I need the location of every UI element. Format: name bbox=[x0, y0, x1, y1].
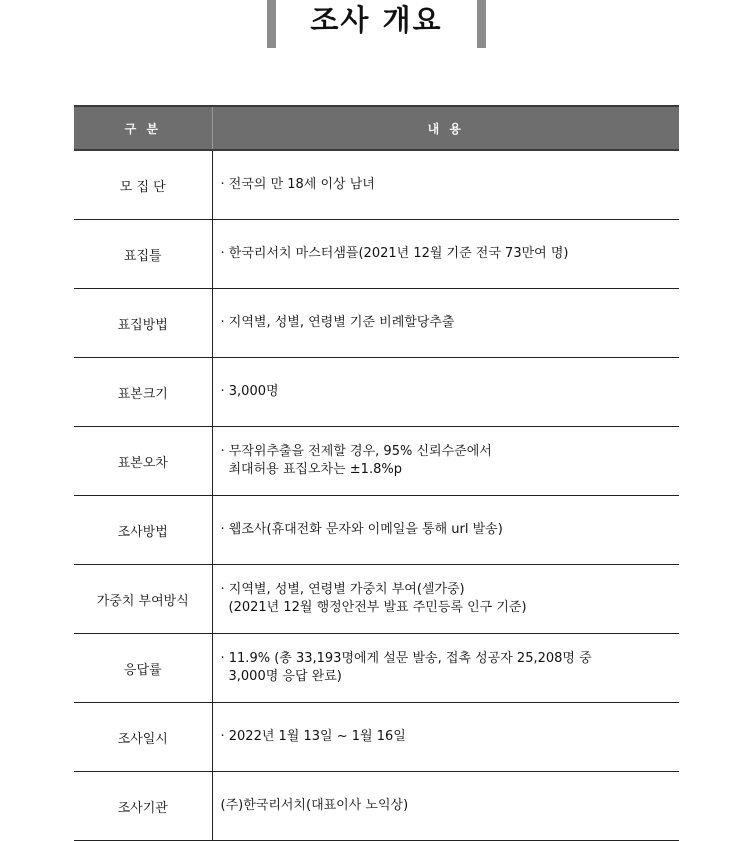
row-label: 조사방법 bbox=[74, 496, 212, 565]
page-title: 조사 개요 bbox=[310, 3, 443, 37]
table-row bbox=[74, 772, 679, 841]
row-content bbox=[212, 634, 679, 703]
title-right-bar bbox=[477, 0, 486, 48]
table-row bbox=[74, 565, 679, 634]
table-row bbox=[74, 427, 679, 496]
survey-summary-table bbox=[74, 105, 679, 841]
row-label: 조사기관 bbox=[74, 772, 212, 841]
row-label: 표본크기 bbox=[74, 358, 212, 427]
row-label: 조사일시 bbox=[74, 703, 212, 772]
row-label: 가중치 부여방식 bbox=[74, 565, 212, 634]
row-content bbox=[212, 358, 679, 427]
table-row bbox=[74, 496, 679, 565]
table-header-row bbox=[74, 106, 679, 150]
table-row bbox=[74, 150, 679, 220]
table-row bbox=[74, 358, 679, 427]
row-content-line: · 전국의 만 18세 이상 남녀 bbox=[220, 177, 375, 192]
row-content-line: 최대허용 표집오차는 ±1.8%p bbox=[228, 462, 402, 477]
table-row bbox=[74, 289, 679, 358]
row-content-line: · 무작위추출을 전제할 경우, 95% 신뢰수준에서 bbox=[220, 444, 492, 459]
row-label: 표집틀 bbox=[74, 220, 212, 289]
row-content bbox=[212, 427, 679, 496]
row-label: 표집방법 bbox=[74, 289, 212, 358]
row-content-line: · 한국리서치 마스터샘플(2021년 12월 기준 전국 73만여 명) bbox=[220, 246, 569, 261]
row-content-line: (2021년 12월 행정안전부 발표 주민등록 인구 기준) bbox=[228, 600, 527, 615]
row-content bbox=[212, 289, 679, 358]
header-category: 구 분 bbox=[74, 106, 212, 150]
row-content-line: 3,000명 응답 완료) bbox=[228, 669, 342, 684]
row-content bbox=[212, 150, 679, 220]
row-content-line: · 11.9% (총 33,193명에게 설문 발송, 접촉 성공자 25,208명 중 bbox=[220, 651, 592, 666]
row-content bbox=[212, 703, 679, 772]
row-content-line: · 3,000명 bbox=[220, 384, 279, 399]
title-block bbox=[267, 0, 486, 48]
header-content: 내 용 bbox=[212, 106, 679, 150]
row-content-line: · 지역별, 성별, 연령별 가중치 부여(셀가중) bbox=[220, 582, 465, 597]
row-content bbox=[212, 496, 679, 565]
row-label: 모 집 단 bbox=[74, 150, 212, 220]
row-content-line: (주)한국리서치(대표이사 노익상) bbox=[220, 798, 409, 813]
row-label: 표본오차 bbox=[74, 427, 212, 496]
title-left-bar bbox=[267, 0, 276, 48]
table-row bbox=[74, 634, 679, 703]
row-label: 응답률 bbox=[74, 634, 212, 703]
row-content-line: · 지역별, 성별, 연령별 기준 비례할당추출 bbox=[220, 315, 455, 330]
row-content-line: · 2022년 1월 13일 ~ 1월 16일 bbox=[220, 729, 406, 744]
table-row bbox=[74, 703, 679, 772]
row-content-line: · 웹조사(휴대전화 문자와 이메일을 통해 url 발송) bbox=[220, 522, 503, 537]
row-content bbox=[212, 220, 679, 289]
row-content bbox=[212, 772, 679, 841]
row-content bbox=[212, 565, 679, 634]
table-row bbox=[74, 220, 679, 289]
